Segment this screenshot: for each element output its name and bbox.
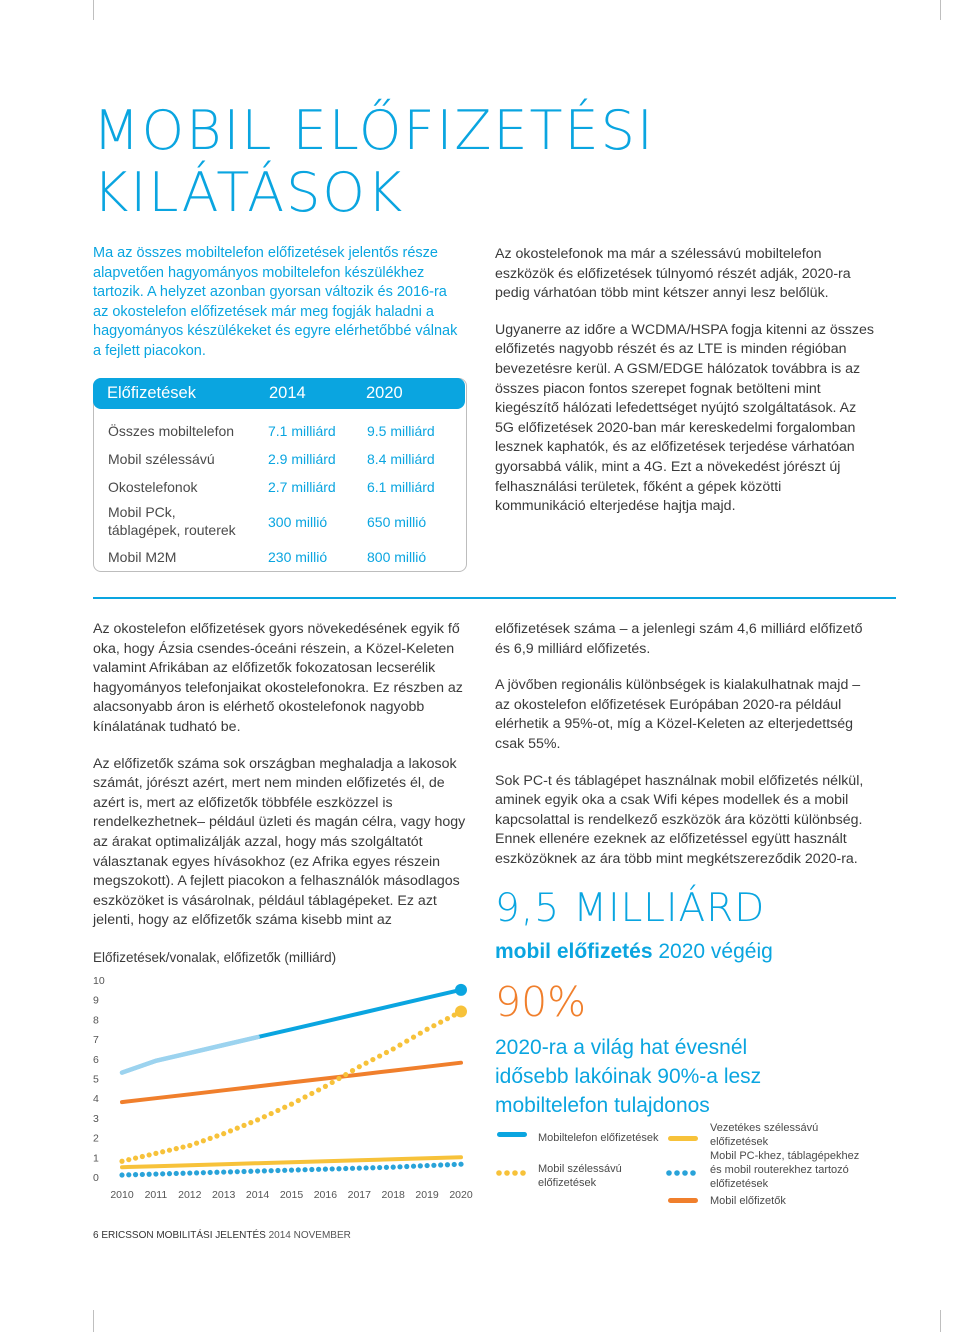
series-point-pc — [302, 1167, 307, 1172]
chart-title: Előfizetések/vonalak, előfizetők (milliárd) — [93, 950, 337, 965]
legend-label-broadband: Mobil szélessávú előfizetések — [538, 1163, 622, 1189]
series-point-szelessavu — [431, 1023, 436, 1028]
intro-text: Ma az összes mobiltelefon előfizetések jelentős része alapvetően hagyományos mobiltelefon készülékhez tartozik. A helyzet azonban gyorsan változik és 2016-ra az okostelefon előfizetések már meg fogják haladni a hagyományos készülékeket és egyre elérhetőbbé válnak a fejlett piacokon. — [93, 245, 458, 359]
series-point-szelessavu — [438, 1020, 443, 1025]
series-point-pc — [180, 1171, 185, 1176]
series-point-szelessavu — [370, 1057, 375, 1062]
series-point-szelessavu — [262, 1114, 267, 1119]
footer-divider-left — [93, 1310, 94, 1332]
subscriptions-table — [93, 378, 467, 572]
series-point-szelessavu — [167, 1148, 172, 1153]
table-row-label: Összes mobiltelefon — [108, 423, 235, 439]
legend-label-subscribers: Mobil előfizetők — [710, 1195, 786, 1207]
series-point-pc — [255, 1168, 260, 1173]
footer-brand: ERICSSON MOBILITÁSI JELENTÉS — [101, 1230, 266, 1241]
legend-label-mobile: Mobiltelefon előfizetések — [538, 1132, 659, 1144]
series-point-pc — [316, 1167, 321, 1172]
series-point-pc — [119, 1172, 124, 1177]
series-point-pc — [296, 1167, 301, 1172]
series-point-szelessavu — [235, 1126, 240, 1131]
series-point-pc — [377, 1165, 382, 1170]
series-point-szelessavu — [133, 1155, 138, 1160]
series-point-pc — [214, 1170, 219, 1175]
legend-label-pc: Mobil PC-khez, táblagépekhez és mobil routerekhez tartozó előfizetések — [710, 1150, 860, 1190]
series-point-szelessavu — [330, 1080, 335, 1085]
table-cell: 7.1 milliárd — [268, 423, 336, 439]
series-point-szelessavu — [140, 1154, 145, 1159]
series-point-szelessavu — [377, 1053, 382, 1058]
series-point-pc — [187, 1170, 192, 1175]
table-cell: 9.5 milliárd — [367, 423, 435, 439]
series-line-mobiltelefon — [122, 990, 461, 1073]
series-point-szelessavu — [343, 1072, 348, 1077]
series-point-pc — [174, 1171, 179, 1176]
footer-divider-right — [940, 1310, 941, 1332]
x-tick-label: 2020 — [449, 1189, 473, 1201]
divider-right — [940, 0, 941, 20]
table-cell: 8.4 milliárd — [367, 451, 435, 467]
series-point-szelessavu — [384, 1050, 389, 1055]
series-point-szelessavu — [391, 1046, 396, 1051]
footer-date: 2014 NOVEMBER — [268, 1230, 351, 1241]
series-point-szelessavu — [296, 1098, 301, 1103]
page-title — [93, 100, 655, 224]
series-point-szelessavu — [221, 1131, 226, 1136]
title-line-2: KILÁTÁSOK — [93, 161, 405, 224]
series-point-pc — [221, 1169, 226, 1174]
x-tick-label: 2015 — [279, 1189, 304, 1201]
series-point-szelessavu — [228, 1128, 233, 1133]
series-point-pc — [241, 1169, 246, 1174]
series-point-pc — [228, 1169, 233, 1174]
series-point-szelessavu — [282, 1105, 287, 1110]
series-point-pc — [126, 1172, 131, 1177]
series-endpoint-szelessavu — [455, 1006, 467, 1018]
series-point-pc — [384, 1165, 389, 1170]
y-tick-label: 1 — [93, 1152, 99, 1165]
series-point-szelessavu — [180, 1144, 185, 1149]
series-point-pc — [404, 1164, 409, 1169]
series-point-pc — [431, 1163, 436, 1168]
y-tick-label: 3 — [93, 1112, 99, 1125]
stat-subtitle-bold: mobil előfizetés — [495, 940, 653, 963]
paragraph: Az előfizetők száma sok országban meghaladja a lakosok számát, jórészt azért, mert nem minden előfizetés él, de azért is, mert az előfizetők többféle eszközzel is rendelkezhetnek– például üzleti és magán célra, vagy hogy az árakat optimalizálják azzal, hogy más szolgáltatót választanak egyes hívásokhoz (ez Afrika egyes részein megszokott). A fejlett piacokon a felhasználók másodlagos eszközöket is vásárolnak, például táblagépeket. Ez azt jelenti, hogy az előfizetők száma kisebb mint az — [93, 755, 466, 929]
series-line-vezetekes — [122, 1157, 461, 1167]
series-point-szelessavu — [425, 1027, 430, 1032]
paragraph: Az okostelefonok ma már a szélessávú mobiltelefon eszközök és előfizetések túlnyomó részét adják, 2020-ra pedig várhatóan több mint kétszer annyi lesz belőlük. — [495, 246, 851, 302]
table-row-label: Mobil szélessávú — [108, 451, 215, 467]
series-point-szelessavu — [201, 1138, 206, 1143]
table-row-label: Okostelefonok — [108, 479, 198, 495]
series-point-pc — [133, 1172, 138, 1177]
x-tick-label: 2014 — [245, 1189, 270, 1201]
table-cell: 230 millió — [268, 549, 328, 565]
table-header-2014: 2014 — [269, 384, 306, 402]
series-point-szelessavu — [418, 1031, 423, 1036]
series-point-pc — [235, 1169, 240, 1174]
series-point-pc — [445, 1162, 450, 1167]
table-cell: 2.9 milliárd — [268, 451, 336, 467]
y-tick-label: 8 — [93, 1014, 99, 1027]
series-endpoint-pc — [458, 1162, 463, 1167]
stat-percent-desc: 2020-ra a világ hat évesnél idősebb lakóinak 90%-a lesz mobiltelefon tulajdonos — [495, 1036, 762, 1117]
table-header-2020: 2020 — [366, 384, 403, 402]
series-point-pc — [147, 1172, 152, 1177]
x-tick-label: 2013 — [212, 1189, 236, 1201]
x-tick-label: 2016 — [313, 1189, 338, 1201]
series-point-szelessavu — [126, 1157, 131, 1162]
series-point-szelessavu — [147, 1152, 152, 1157]
series-point-szelessavu — [214, 1133, 219, 1138]
series-point-szelessavu — [357, 1064, 362, 1069]
series-point-szelessavu — [248, 1120, 253, 1125]
x-tick-label: 2018 — [381, 1189, 405, 1201]
series-point-szelessavu — [255, 1117, 260, 1122]
y-tick-label: 9 — [93, 994, 99, 1007]
paragraph: Az okostelefon előfizetések gyors növekedésének egyik fő oka, hogy Ázsia csendes-óceáni részein, a Közel-Keleten valamint Afrikában az előfizetők fokozatosan lecserélik hagyományos telefonjaikat okostelefonokra. Ez részben az alacsonyabb áron is elérhető okostelefonok nagyobb kínálatának tudható be. — [93, 621, 463, 735]
series-point-pc — [262, 1168, 267, 1173]
table-cell: 2.7 milliárd — [268, 479, 336, 495]
series-point-szelessavu — [187, 1143, 192, 1148]
y-tick-label: 4 — [93, 1093, 99, 1106]
series-point-pc — [282, 1168, 287, 1173]
series-point-pc — [167, 1171, 172, 1176]
series-point-szelessavu — [316, 1087, 321, 1092]
paragraph: előfizetések száma – a jelenlegi szám 4,6 milliárd előfizető és 6,9 milliárd előfizetés. — [495, 621, 863, 657]
legend-swatch-mobile — [497, 1132, 527, 1137]
series-point-szelessavu — [153, 1151, 158, 1156]
footer — [93, 1230, 351, 1241]
series-point-pc — [350, 1166, 355, 1171]
series-point-pc — [275, 1168, 280, 1173]
y-tick-label: 5 — [93, 1073, 99, 1086]
table-cell: 300 millió — [268, 514, 328, 530]
series-point-pc — [201, 1170, 206, 1175]
legend-swatch-broadband — [496, 1165, 530, 1175]
series-point-pc — [397, 1164, 402, 1169]
series-point-pc — [343, 1166, 348, 1171]
series-point-szelessavu — [411, 1035, 416, 1040]
stat-subtitle-rest: 2020 végéig — [658, 940, 773, 963]
line-chart — [85, 968, 485, 1208]
series-point-pc — [418, 1163, 423, 1168]
series-point-pc — [363, 1165, 368, 1170]
x-tick-label: 2010 — [110, 1189, 134, 1201]
table-header — [93, 378, 465, 409]
x-tick-label: 2019 — [415, 1189, 439, 1201]
series-point-pc — [411, 1164, 416, 1169]
series-point-pc — [309, 1167, 314, 1172]
series-point-szelessavu — [309, 1091, 314, 1096]
series-point-szelessavu — [404, 1038, 409, 1043]
series-point-pc — [336, 1166, 341, 1171]
stat-subtitle — [495, 940, 773, 964]
series-point-szelessavu — [350, 1068, 355, 1073]
series-line-mobiltelefon-historic — [122, 1037, 258, 1073]
x-tick-label: 2017 — [347, 1189, 371, 1201]
series-point-szelessavu — [323, 1084, 328, 1089]
left-bottom-column — [93, 620, 471, 948]
table-cell: 650 millió — [367, 514, 427, 530]
legend-swatch-subscribers — [668, 1198, 698, 1203]
y-tick-label: 0 — [93, 1172, 99, 1184]
stat-big-number: 9,5 MILLIÁRD — [495, 886, 766, 931]
series-point-szelessavu — [160, 1149, 165, 1154]
divider-left — [93, 0, 94, 20]
series-endpoint — [455, 984, 467, 996]
series-line-elofizetok — [122, 1063, 461, 1102]
series-point-pc — [208, 1170, 213, 1175]
legend-label-fixed: Vezetékes szélessávú előfizetések — [710, 1122, 819, 1148]
series-point-pc — [153, 1171, 158, 1176]
paragraph: Sok PC-t és táblagépet használnak mobil előfizetés nélkül, aminek egyik oka a csak Wifi képes modellek és a mobil kapcsolattal is rendelkező eszközök ára közötti különbség. Ennek ellenére ezeknek az előfizetéssel együtt használt eszközöknek az ára több mint megkétszereződik 2020-ra. — [495, 772, 864, 867]
series-point-szelessavu — [194, 1141, 199, 1146]
series-point-szelessavu — [241, 1123, 246, 1128]
table-header-label: Előfizetések — [107, 384, 196, 402]
series-point-pc — [425, 1163, 430, 1168]
table-cell: 6.1 milliárd — [367, 479, 435, 495]
table-row-label — [108, 503, 236, 539]
paragraph: Ugyanerre az időre a WCDMA/HSPA fogja kitenni az összes előfizetés nagyobb részét és az LTE is minden régióban bevezetésre kerül. A GSM/EDGE hálózatok továbbra is az összes piacon fontos szerepet fognak betölteni mint kiegészítő hálózati lefedettséget nyújtó szolgáltatások. Az 5G előfizetések 2020-ban már kereskedelmi forgalomban lesznek kaphatók, és az előfizetések terjedése várhatóan gyorsabbá válik, mint a 4G. Ezt a növekedést jórészt új felhasználási területek, főként a gépek közötti kommunikáció elterjedése hajtja majd. — [495, 321, 875, 515]
series-point-pc — [438, 1162, 443, 1167]
series-point-pc — [160, 1171, 165, 1176]
x-tick-label: 2012 — [178, 1189, 202, 1201]
series-point-pc — [370, 1165, 375, 1170]
series-point-szelessavu — [289, 1102, 294, 1107]
series-point-szelessavu — [336, 1076, 341, 1081]
right-top-column — [495, 245, 875, 534]
series-point-pc — [330, 1166, 335, 1171]
series-point-pc — [357, 1166, 362, 1171]
stat-percent: 90% — [495, 978, 587, 1026]
series-point-pc — [140, 1172, 145, 1177]
table-row-label-line2: táblagépek, routerek — [108, 522, 236, 538]
series-point-szelessavu — [445, 1016, 450, 1021]
series-point-szelessavu — [174, 1146, 179, 1151]
page-number: 6 — [93, 1230, 99, 1241]
paragraph: A jövőben regionális különbségek is kialakulhatnak majd – az okostelefon előfizetések Európában 2020-ra például elérhetik a 95%-ot, míg a Közel-Keleten az elterjedettség csak 55%. — [495, 677, 861, 752]
legend-swatch-fixed — [668, 1136, 698, 1141]
table-cell: 800 millió — [367, 549, 427, 565]
series-point-szelessavu — [363, 1061, 368, 1066]
series-point-szelessavu — [119, 1159, 124, 1164]
y-tick-label: 6 — [93, 1053, 99, 1066]
series-point-szelessavu — [302, 1094, 307, 1099]
series-point-szelessavu — [275, 1108, 280, 1113]
series-point-pc — [194, 1170, 199, 1175]
y-tick-label: 7 — [93, 1034, 99, 1047]
series-point-szelessavu — [208, 1136, 213, 1141]
series-point-szelessavu — [269, 1111, 274, 1116]
right-bottom-column — [495, 620, 875, 887]
table-row-label: Mobil M2M — [108, 549, 177, 565]
x-tick-label: 2011 — [144, 1189, 168, 1201]
section-divider — [93, 597, 896, 599]
series-point-pc — [269, 1168, 274, 1173]
y-tick-label: 10 — [93, 975, 105, 987]
series-point-pc — [391, 1165, 396, 1170]
title-line-1: MOBIL ELŐFIZETÉSI — [93, 99, 655, 162]
series-point-pc — [248, 1169, 253, 1174]
series-point-pc — [289, 1168, 294, 1173]
y-tick-label: 2 — [93, 1132, 99, 1145]
table-row-label-line1: Mobil PCk, — [108, 504, 176, 520]
legend-swatch-pc — [666, 1165, 700, 1175]
series-point-pc — [452, 1162, 457, 1167]
series-point-pc — [323, 1167, 328, 1172]
series-point-szelessavu — [397, 1042, 402, 1047]
